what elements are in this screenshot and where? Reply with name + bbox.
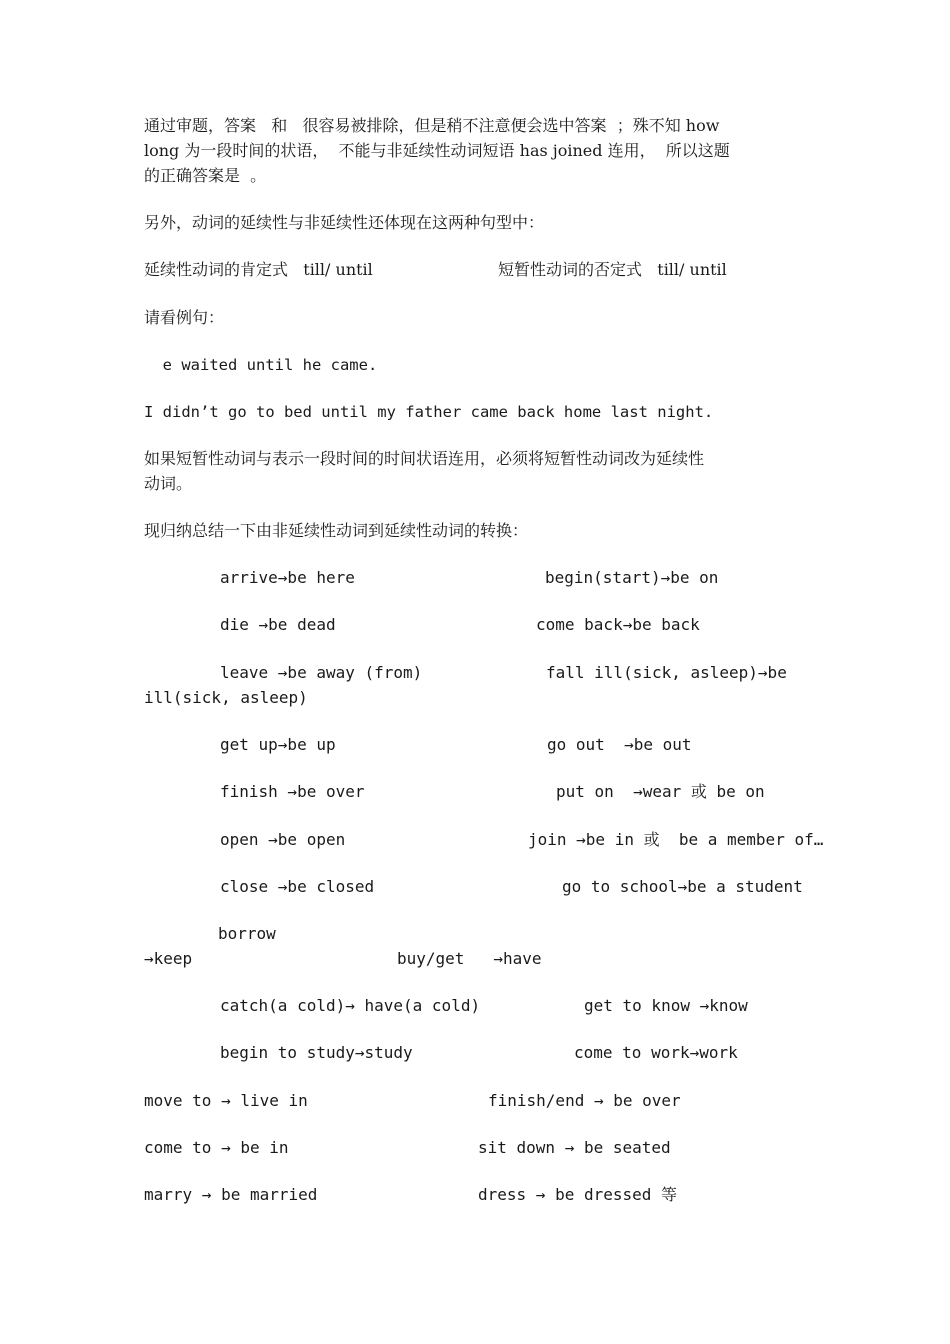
conversion-right: come back→be back xyxy=(536,615,700,634)
paragraph-line: 如果短暂性动词与表示一段时间的时间状语连用，必须将短暂性动词改为延续性 xyxy=(144,449,705,468)
sentence-pattern-right: 短暂性动词的否定式 till/ until xyxy=(498,260,727,279)
sentence-pattern-left: 延续性动词的肯定式 till/ until xyxy=(144,260,373,279)
conversion-left: open →be open xyxy=(220,830,346,849)
conversion-left: finish →be over xyxy=(220,782,365,801)
conversion-left: leave →be away (from) xyxy=(220,663,423,682)
conversion-right: finish/end → be over xyxy=(488,1091,681,1110)
conversion-left: marry → be married xyxy=(144,1185,318,1204)
conversion-left: catch(a cold)→ have(a cold) xyxy=(220,996,481,1015)
conversion-left: move to → live in xyxy=(144,1091,308,1110)
conversion-right: get to know →know xyxy=(584,996,748,1015)
example-sentence: I didn’t go to bed until my father came back home last night. xyxy=(144,403,714,421)
example-sentence: e waited until he came. xyxy=(144,356,378,374)
conversion-right: come to work→work xyxy=(574,1043,738,1062)
conversion-left: begin to study→study xyxy=(220,1043,413,1062)
conversion-left: arrive→be here xyxy=(220,568,355,587)
conversion-left: come to → be in xyxy=(144,1138,289,1157)
paragraph-line: 现归纳总结一下由非延续性动词到延续性动词的转换： xyxy=(144,521,529,540)
conversion-right: join →be in 或 be a member of… xyxy=(528,830,824,849)
conversion-right: sit down → be seated xyxy=(478,1138,671,1157)
paragraph-line: 请看例句： xyxy=(144,308,225,327)
conversion-continuation: →keep xyxy=(144,949,193,968)
paragraph-line: 动词。 xyxy=(144,474,193,493)
conversion-right: fall ill(sick, asleep)→be xyxy=(546,663,787,682)
conversion-right: put on →wear 或 be on xyxy=(556,782,765,801)
conversion-right: buy/get →have xyxy=(397,949,542,968)
conversion-right: dress → be dressed 等 xyxy=(478,1185,678,1204)
paragraph-line: 通过审题，答案 和 很容易被排除，但是稍不注意便会选中答案 ；殊不知 how xyxy=(144,116,720,135)
paragraph-line: long 为一段时间的状语， 不能与非延续性动词短语 has joined 连用， 所以这题 xyxy=(144,141,730,160)
paragraph-line: 另外，动词的延续性与非延续性还体现在这两种句型中： xyxy=(144,213,545,232)
conversion-left: die →be dead xyxy=(220,615,336,634)
conversion-continuation: ill(sick, asleep) xyxy=(144,688,308,707)
conversion-left: get up→be up xyxy=(220,735,336,754)
conversion-left: close →be closed xyxy=(220,877,375,896)
conversion-left: borrow xyxy=(218,924,276,943)
conversion-right: go out →be out xyxy=(547,735,692,754)
conversion-right: begin(start)→be on xyxy=(545,568,719,587)
conversion-right: go to school→be a student xyxy=(562,877,803,896)
paragraph-line: 的正确答案是 。 xyxy=(144,166,267,185)
